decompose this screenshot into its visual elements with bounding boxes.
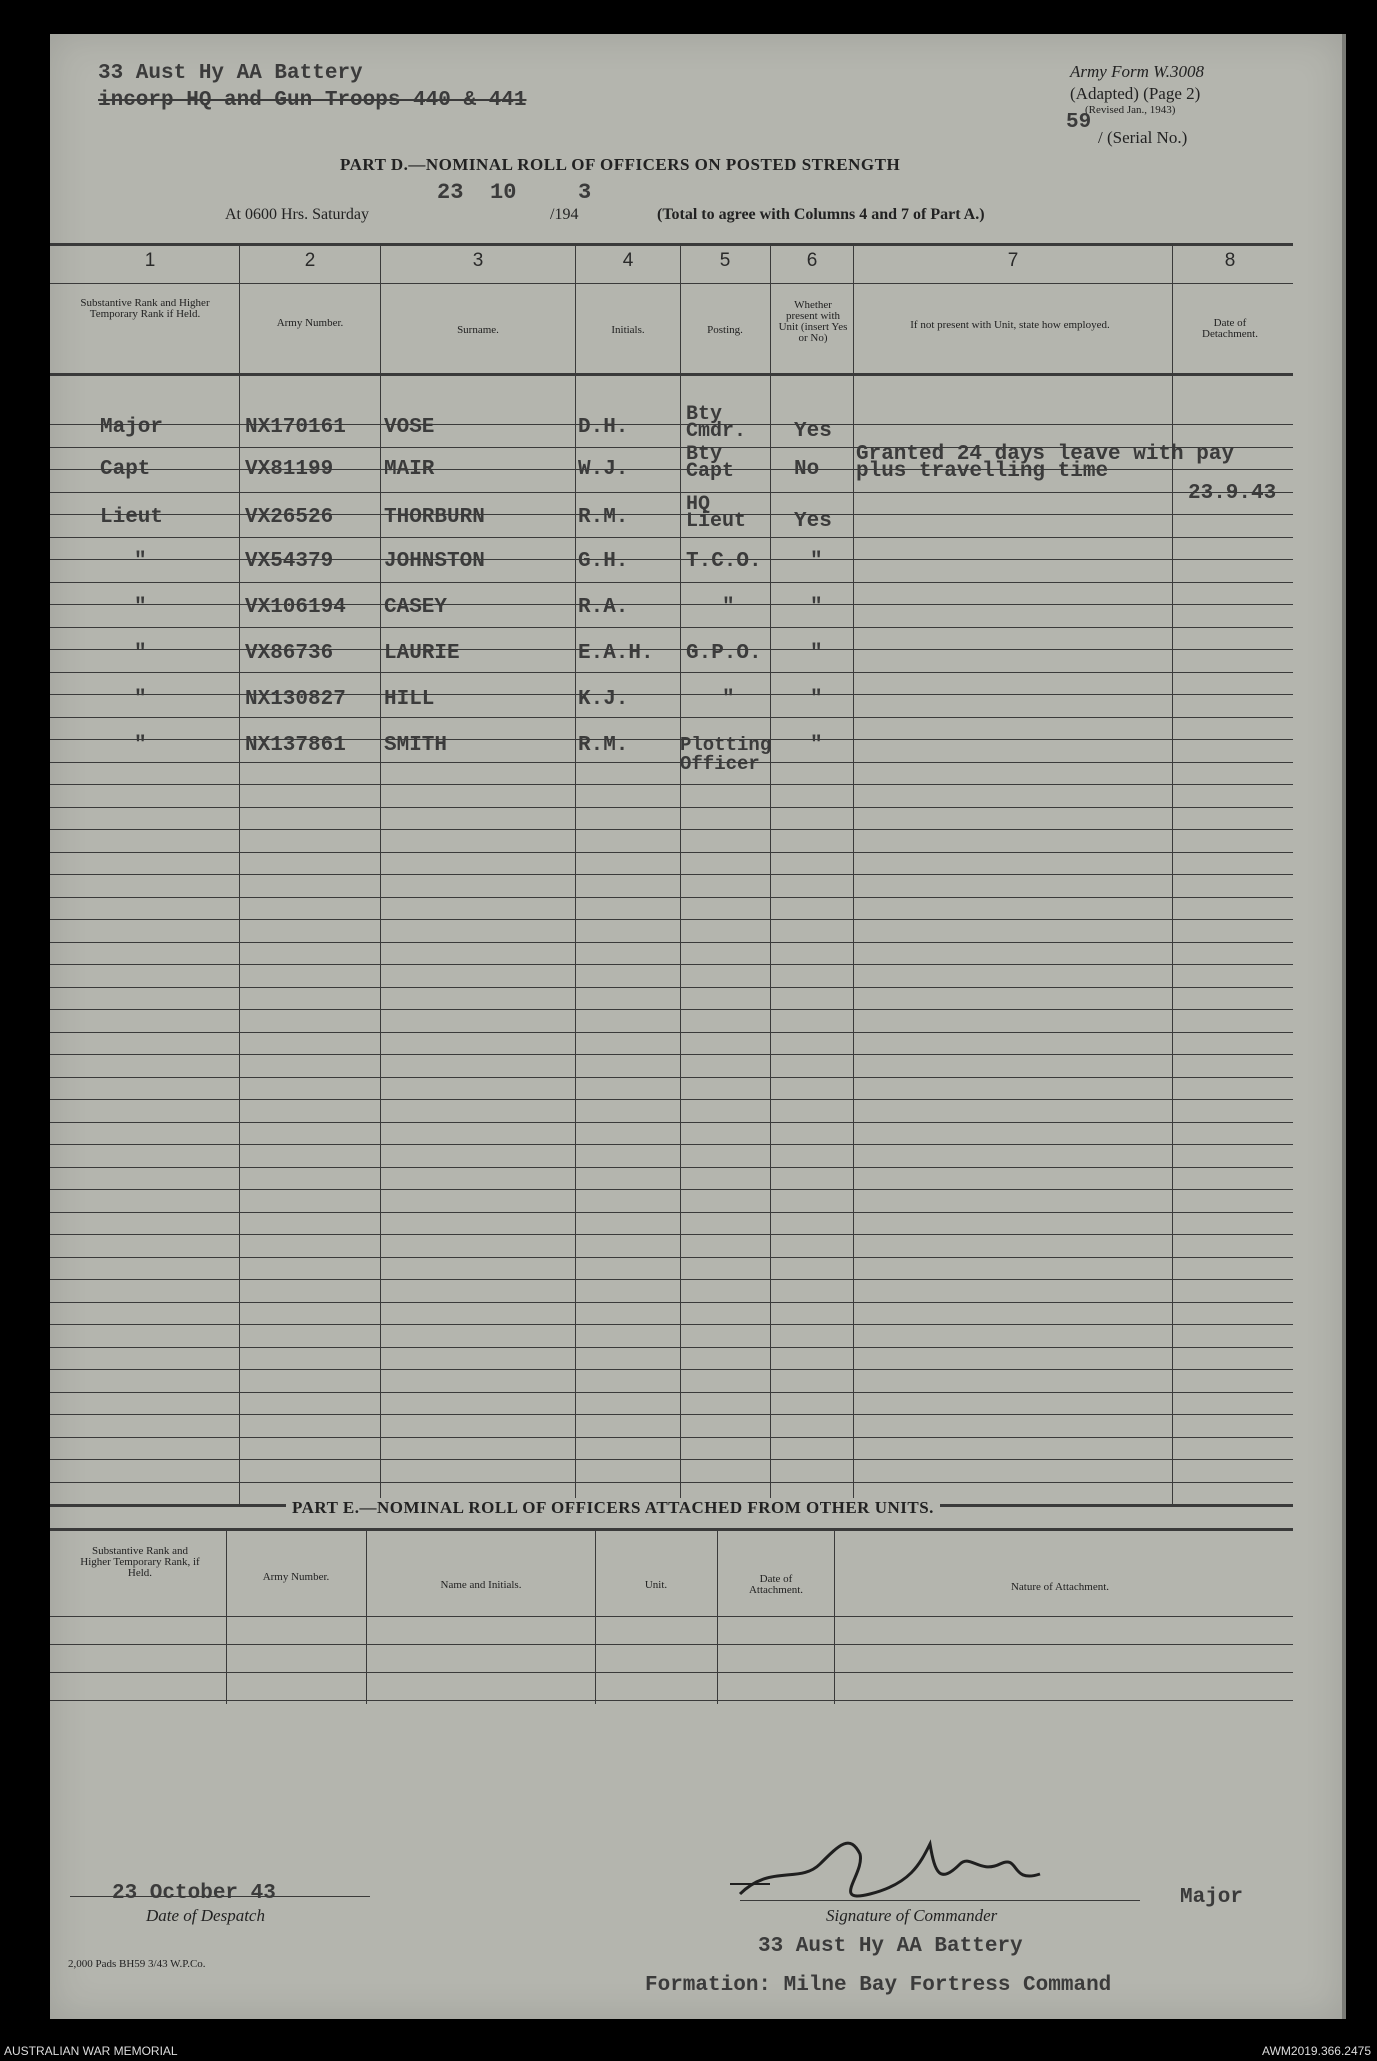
at-time-text: At 0600 Hrs. Saturday	[225, 206, 369, 223]
ruled-line	[50, 1369, 1293, 1370]
e-col-head-nature: Nature of Attachment.	[1010, 1581, 1110, 1593]
cell-present: Yes	[794, 510, 832, 533]
cell-army-number: VX26526	[245, 506, 334, 529]
ruled-line	[50, 1144, 1293, 1145]
cell-initials: R.M.	[578, 506, 629, 529]
ruled-line	[50, 1644, 1293, 1645]
col-head-army-number: Army Number.	[276, 317, 344, 329]
cell-posting: HQ Lieut	[686, 493, 747, 533]
ruled-line	[50, 762, 1293, 763]
unit-line-2: incorp HQ and Gun Troops 440 & 441	[98, 89, 527, 112]
ruled-line	[50, 424, 1293, 425]
cell-army-number: VX54379	[245, 550, 334, 573]
part-e-title: PART E.—NOMINAL ROLL OF OFFICERS ATTACHED FROM OTHER UNITS.	[286, 1498, 940, 1518]
commander-rank: Major	[1180, 1886, 1244, 1909]
archive-left: AUSTRALIAN WAR MEMORIAL	[4, 2044, 178, 2058]
cell-present: "	[810, 734, 823, 757]
cell-posting: G.P.O.	[686, 642, 762, 665]
col-head-employed: If not present with Unit, state how employed.	[910, 319, 1110, 331]
ruled-line	[50, 829, 1293, 830]
signature-line	[740, 1900, 1140, 1901]
archive-strip	[0, 2040, 1377, 2061]
e-col-line-2	[366, 1528, 367, 1704]
cell-employed: Granted 24 days leave with pay plus travelling time	[856, 443, 1235, 483]
form-adapted: (Adapted) (Page 2)	[1070, 84, 1201, 103]
col-head-posting: Posting.	[707, 324, 743, 336]
cell-initials: G.H.	[578, 550, 629, 573]
col-num-7: 7	[1007, 250, 1019, 271]
header-number-rule	[50, 283, 1293, 284]
ruled-line	[50, 874, 1293, 875]
cell-rank: "	[134, 642, 147, 665]
ruled-line	[50, 582, 1293, 583]
col-num-8: 8	[1224, 250, 1236, 271]
ruled-line	[50, 739, 1293, 740]
cell-army-number: NX170161	[245, 416, 346, 439]
col-head-date: Date of Detachment.	[1202, 317, 1258, 340]
cell-army-number: VX81199	[245, 458, 334, 481]
cell-rank: "	[134, 734, 147, 757]
despatch-date: 23 October 43	[112, 1882, 276, 1905]
cell-initials: R.A.	[578, 596, 629, 619]
despatch-date-line	[70, 1896, 370, 1897]
cell-present: "	[810, 596, 823, 619]
ruled-line	[50, 942, 1293, 943]
ruled-line	[50, 1167, 1293, 1168]
table-top-rule	[50, 243, 1293, 246]
ruled-line	[50, 1212, 1293, 1213]
cell-initials: E.A.H.	[578, 642, 654, 665]
ruled-line	[50, 604, 1293, 605]
serial-number: 59	[1066, 111, 1092, 134]
archive-right: AWM2019.366.2475	[1262, 2044, 1371, 2058]
printer-note: 2,000 Pads BH59 3/43 W.P.Co.	[68, 1958, 206, 1970]
cell-rank: Major	[100, 416, 164, 439]
cell-surname: MAIR	[384, 458, 435, 481]
col-num-3: 3	[472, 250, 484, 271]
ruled-line	[50, 694, 1293, 695]
cell-present: "	[810, 642, 823, 665]
part-e-header-rule	[50, 1616, 1293, 1617]
despatch-label: Date of Despatch	[146, 1906, 265, 1925]
serial-label: / (Serial No.)	[1098, 128, 1188, 147]
ruled-line	[50, 1099, 1293, 1100]
ruled-line	[50, 897, 1293, 898]
cell-army-number: VX106194	[245, 596, 346, 619]
ruled-line	[50, 1324, 1293, 1325]
cell-surname: VOSE	[384, 416, 435, 439]
ruled-line	[50, 672, 1293, 673]
cell-army-number: VX86736	[245, 642, 334, 665]
ruled-line	[50, 717, 1293, 718]
cell-surname: LAURIE	[384, 642, 460, 665]
ruled-line	[50, 1672, 1293, 1673]
ruled-line	[50, 1392, 1293, 1393]
cell-date: 23.9.43	[1188, 482, 1277, 505]
form-revised: (Revised Jan., 1943)	[1085, 104, 1176, 116]
cell-posting: "	[722, 688, 735, 711]
cell-surname: JOHNSTON	[384, 550, 485, 573]
ruled-line	[50, 1032, 1293, 1033]
e-col-head-rank: Substantive Rank and Higher Temporary Rank, if Held.	[80, 1545, 200, 1579]
cell-surname: SMITH	[384, 734, 448, 757]
cell-posting: Bty Capt	[686, 443, 735, 483]
cell-rank: Capt	[100, 458, 151, 481]
e-col-line-4	[717, 1528, 718, 1704]
ruled-line	[50, 1189, 1293, 1190]
cell-present: "	[810, 550, 823, 573]
unit-line-1: 33 Aust Hy AA Battery	[98, 62, 363, 85]
col-num-4: 4	[622, 250, 634, 271]
ruled-line	[50, 1077, 1293, 1078]
e-col-line-5	[834, 1528, 835, 1704]
cell-posting: Bty Cmdr.	[686, 403, 747, 443]
col-num-1: 1	[144, 250, 156, 271]
ruled-line	[50, 1279, 1293, 1280]
col-num-5: 5	[719, 250, 731, 271]
cell-rank: "	[134, 688, 147, 711]
ruled-line	[50, 514, 1293, 515]
ruled-line	[50, 537, 1293, 538]
form-name: Army Form W.3008	[1070, 62, 1204, 81]
part-d-title: PART D.—NOMINAL ROLL OF OFFICERS ON POSTED STRENGTH	[340, 155, 901, 174]
e-col-head-unit: Unit.	[644, 1579, 668, 1591]
cell-surname: HILL	[384, 688, 435, 711]
ruled-line	[50, 1257, 1293, 1258]
col-head-initials: Initials.	[611, 324, 645, 336]
ruled-line	[50, 987, 1293, 988]
ruled-line	[50, 559, 1293, 560]
cell-rank: "	[134, 550, 147, 573]
ruled-line	[50, 1009, 1293, 1010]
cell-posting: Plotting Officer	[680, 734, 772, 775]
ruled-line	[50, 1437, 1293, 1438]
paper-edge	[1342, 34, 1346, 2019]
ruled-line	[50, 1054, 1293, 1055]
cell-present: "	[810, 688, 823, 711]
cell-present: Yes	[794, 420, 832, 443]
e-col-head-name: Name and Initials.	[440, 1579, 522, 1591]
date-month: 10	[490, 180, 517, 205]
cell-initials: K.J.	[578, 688, 629, 711]
col-head-present: Whether present with Unit (insert Yes or No)	[778, 299, 848, 344]
col-num-2: 2	[304, 250, 316, 271]
cell-army-number: NX130827	[245, 688, 346, 711]
header-bottom-rule	[50, 373, 1293, 376]
ruled-line	[50, 627, 1293, 628]
ruled-line	[50, 1482, 1293, 1483]
part-e-top-rule	[50, 1528, 1293, 1531]
cell-initials: W.J.	[578, 458, 629, 481]
cell-surname: THORBURN	[384, 506, 485, 529]
cell-rank: "	[134, 596, 147, 619]
ruled-line	[50, 1122, 1293, 1123]
e-col-line-1	[226, 1528, 227, 1704]
cell-posting: T.C.O.	[686, 550, 762, 573]
ruled-line	[50, 1302, 1293, 1303]
cell-army-number: NX137861	[245, 734, 346, 757]
ruled-line	[50, 852, 1293, 853]
ruled-line	[50, 784, 1293, 785]
ruled-line	[50, 492, 1293, 493]
ruled-line	[50, 1414, 1293, 1415]
e-col-head-date: Date of Attachment.	[748, 1573, 804, 1596]
cell-initials: R.M.	[578, 734, 629, 757]
total-note: (Total to agree with Columns 4 and 7 of Part A.)	[657, 206, 985, 223]
col-num-6: 6	[806, 250, 818, 271]
cell-present: No	[794, 458, 820, 481]
cell-surname: CASEY	[384, 596, 448, 619]
ruled-line	[50, 807, 1293, 808]
ruled-line	[50, 1234, 1293, 1235]
ruled-line	[50, 649, 1293, 650]
ruled-line	[50, 1347, 1293, 1348]
cell-rank: Lieut	[100, 506, 164, 529]
cell-posting: "	[722, 596, 735, 619]
footer-formation: Formation: Milne Bay Fortress Command	[645, 1974, 1112, 1997]
signature-label: Signature of Commander	[826, 1906, 998, 1925]
e-col-line-3	[595, 1528, 596, 1704]
col-head-rank: Substantive Rank and Higher Temporary Rank if Held.	[80, 297, 210, 320]
footer-unit: 33 Aust Hy AA Battery	[758, 1935, 1023, 1958]
ruled-line	[50, 919, 1293, 920]
cell-initials: D.H.	[578, 416, 629, 439]
col-head-surname: Surname.	[457, 324, 499, 336]
ruled-line	[50, 1459, 1293, 1460]
form-sheet	[50, 34, 1343, 2019]
date-day: 23	[437, 180, 464, 205]
ruled-line	[50, 1700, 1293, 1701]
date-year-digit: 3	[578, 180, 592, 205]
date-year-prefix: /194	[550, 206, 579, 223]
ruled-line	[50, 964, 1293, 965]
e-col-head-army-number: Army Number.	[262, 1571, 330, 1583]
